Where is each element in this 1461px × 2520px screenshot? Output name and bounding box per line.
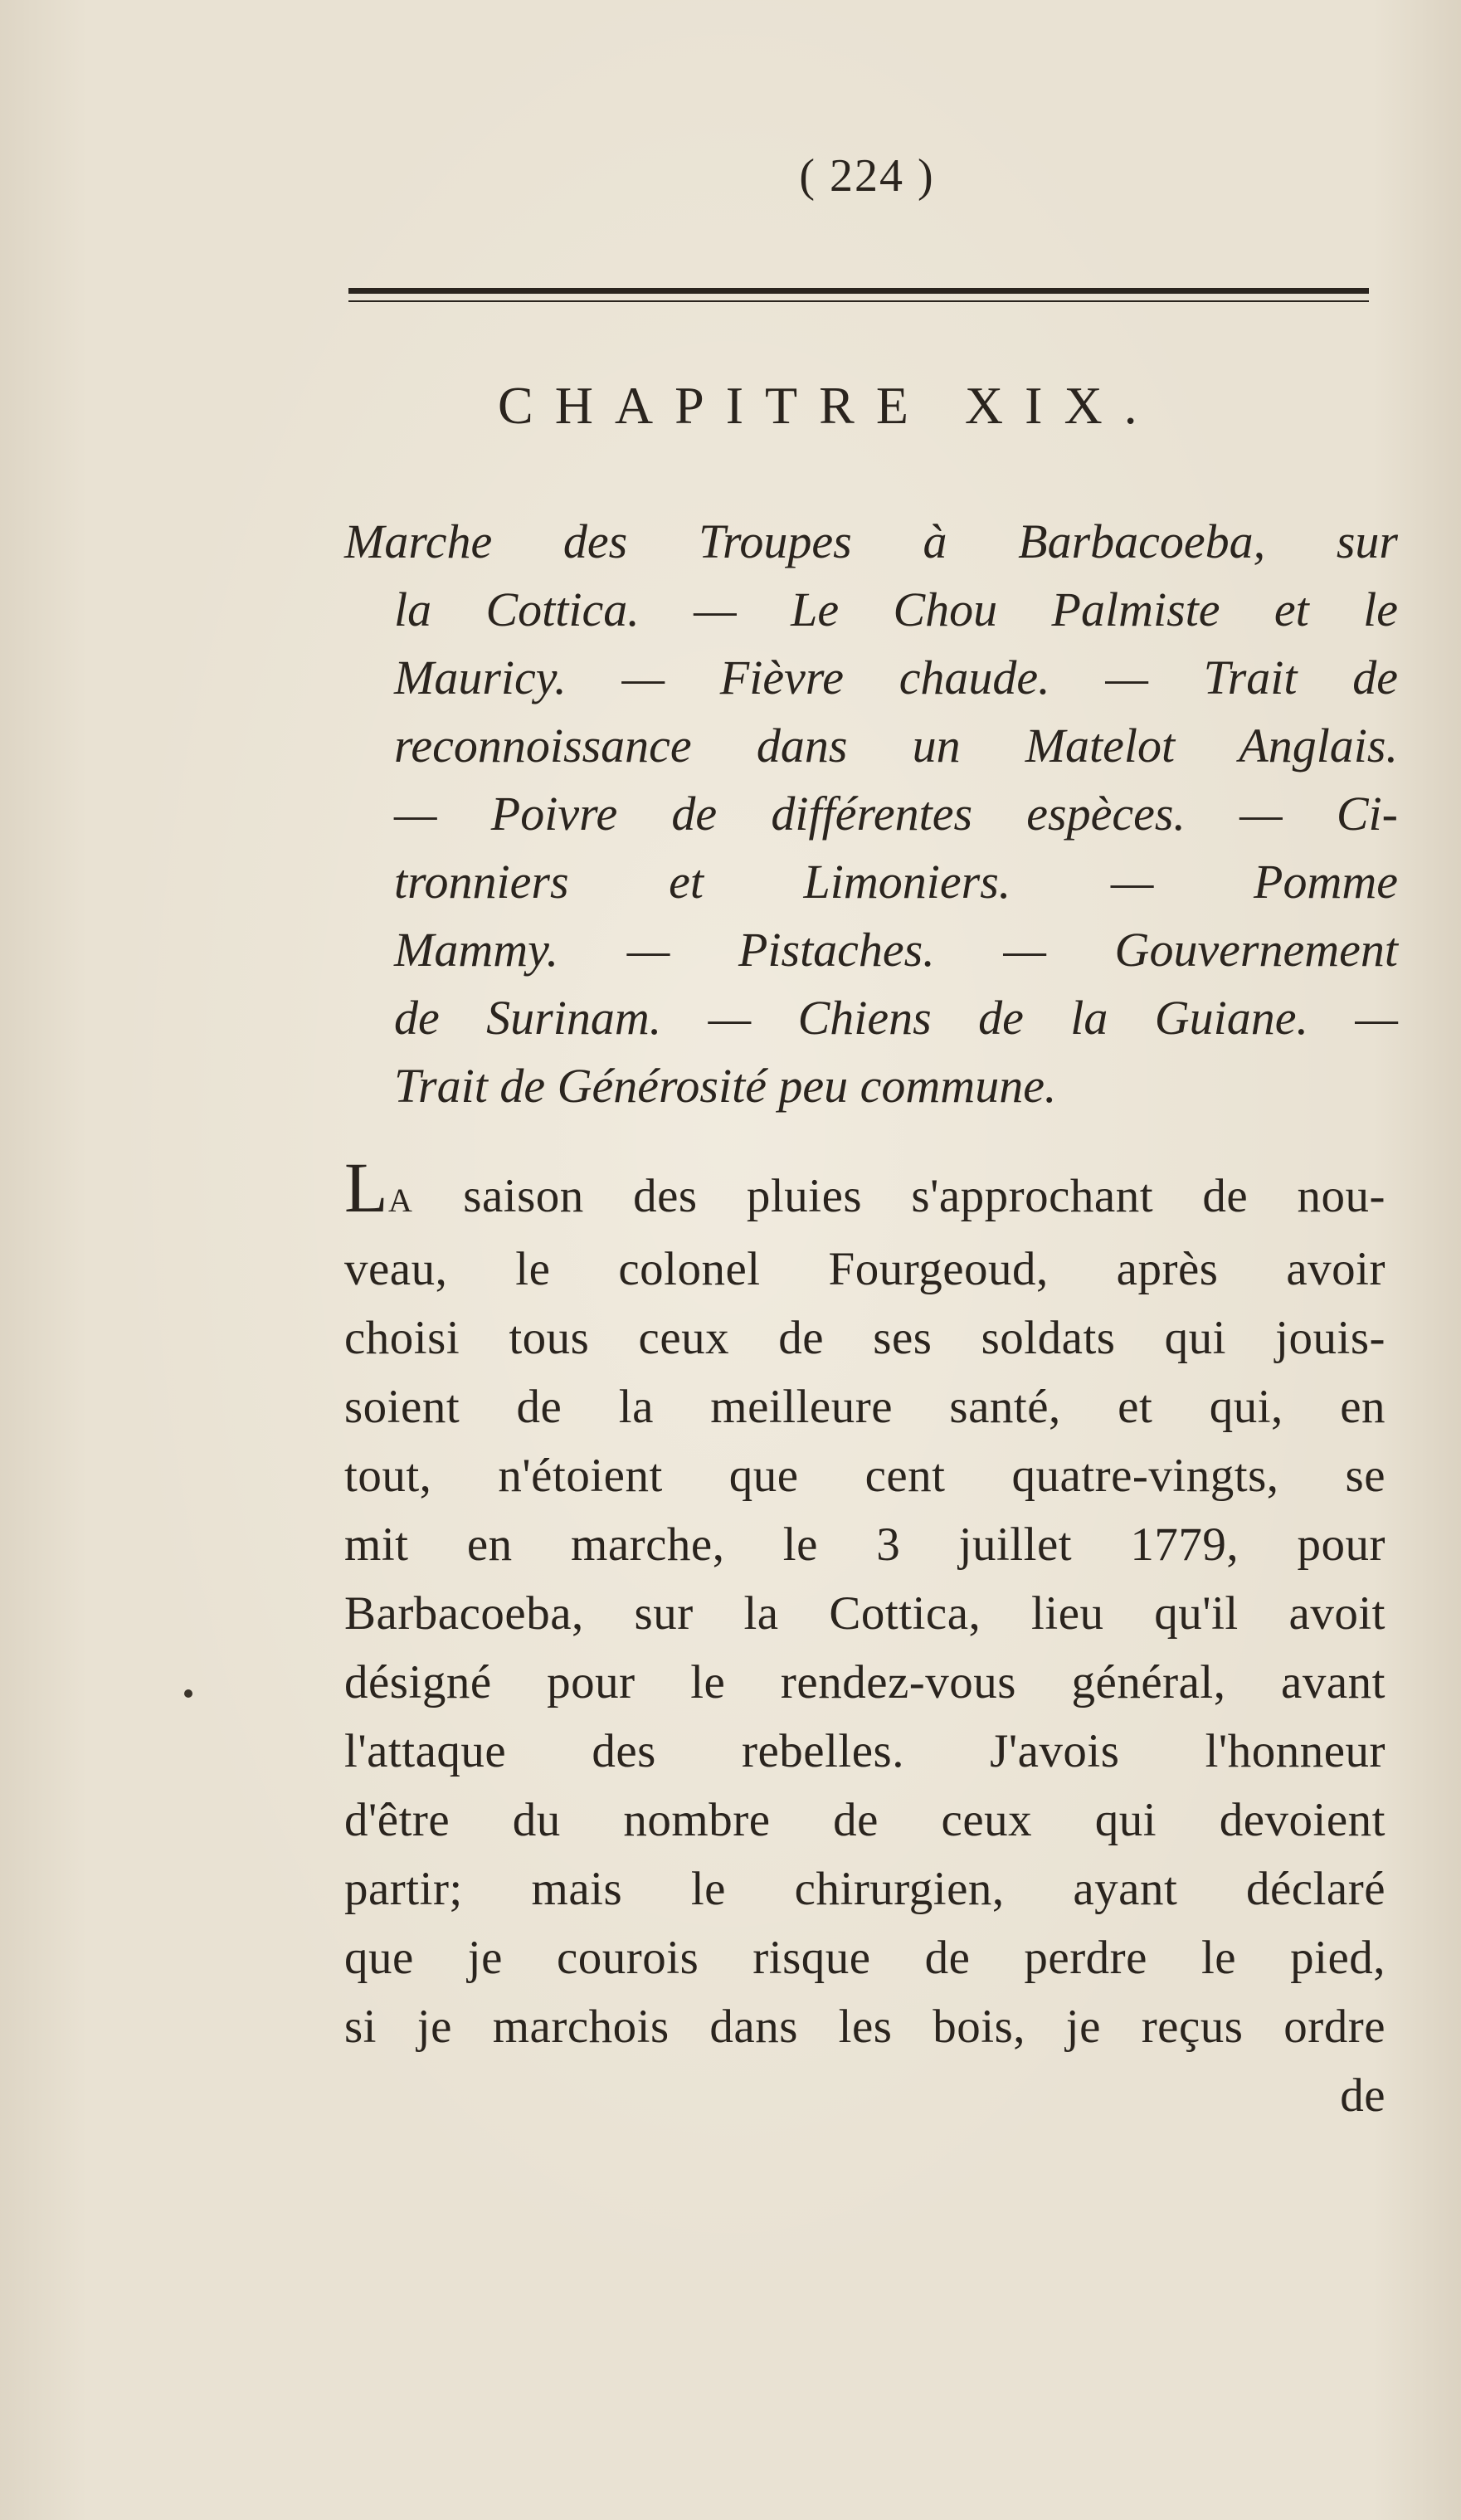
body-line: que je courois risque de perdre le pied, — [344, 1932, 1386, 1984]
ink-speck — [184, 1689, 192, 1698]
summary-line: tronniers et Limoniers. — Pomme — [394, 855, 1398, 909]
summary-line: — Poivre de différentes espèces. — Ci- — [394, 787, 1398, 841]
summary-line: la Cottica. — Le Chou Palmiste et le — [394, 582, 1398, 636]
summary-line: Marche des Troupes à Barbacoeba, sur — [344, 514, 1398, 568]
summary-line: Mauricy. — Fièvre chaude. — Trait de — [394, 651, 1398, 704]
first-word-rest: A — [388, 1182, 414, 1219]
drop-cap: L — [344, 1148, 389, 1227]
body-line: l'attaque des rebelles. J'avois l'honneur — [344, 1725, 1386, 1777]
first-line-text: saison des pluies s'approchant de nou- — [463, 1170, 1386, 1222]
page-number: ( 224 ) — [799, 150, 935, 202]
summary-line: reconnoissance dans un Matelot Anglais. — [394, 719, 1398, 773]
header-rule-thin — [348, 300, 1369, 302]
body-first-line — [344, 1148, 1386, 1235]
body-line: choisi tous ceux de ses soldats qui jouis- — [344, 1312, 1386, 1364]
summary-line: Trait de Générosité peu commune. — [394, 1059, 1057, 1113]
summary-line: de Surinam. — Chiens de la Guiane. — — [394, 991, 1398, 1045]
summary-line: Mammy. — Pistaches. — Gouvernement — [394, 923, 1398, 977]
catchword: de — [1340, 2069, 1386, 2122]
body-paragraph — [344, 1148, 1386, 2130]
chapter-summary — [344, 508, 1398, 1120]
body-line: Barbacoeba, sur la Cottica, lieu qu'il avoit — [344, 1587, 1386, 1640]
body-line: tout, n'étoient que cent quatre-vingts, se — [344, 1450, 1386, 1502]
body-line: d'être du nombre de ceux qui devoient — [344, 1794, 1386, 1846]
body-line: veau, le colonel Fourgeoud, après avoir — [344, 1243, 1386, 1295]
body-line: si je marchois dans les bois, je reçus ordre — [344, 2001, 1386, 2053]
body-line: désigné pour le rendez-vous général, avant — [344, 1656, 1386, 1708]
body-line: soient de la meilleure santé, et qui, en — [344, 1381, 1386, 1433]
chapter-title: CHAPITRE XIX. — [498, 376, 1159, 435]
body-line: mit en marche, le 3 juillet 1779, pour — [344, 1518, 1386, 1571]
body-line: partir; mais le chirurgien, ayant déclaré — [344, 1863, 1386, 1915]
header-rule-thick — [348, 288, 1369, 294]
